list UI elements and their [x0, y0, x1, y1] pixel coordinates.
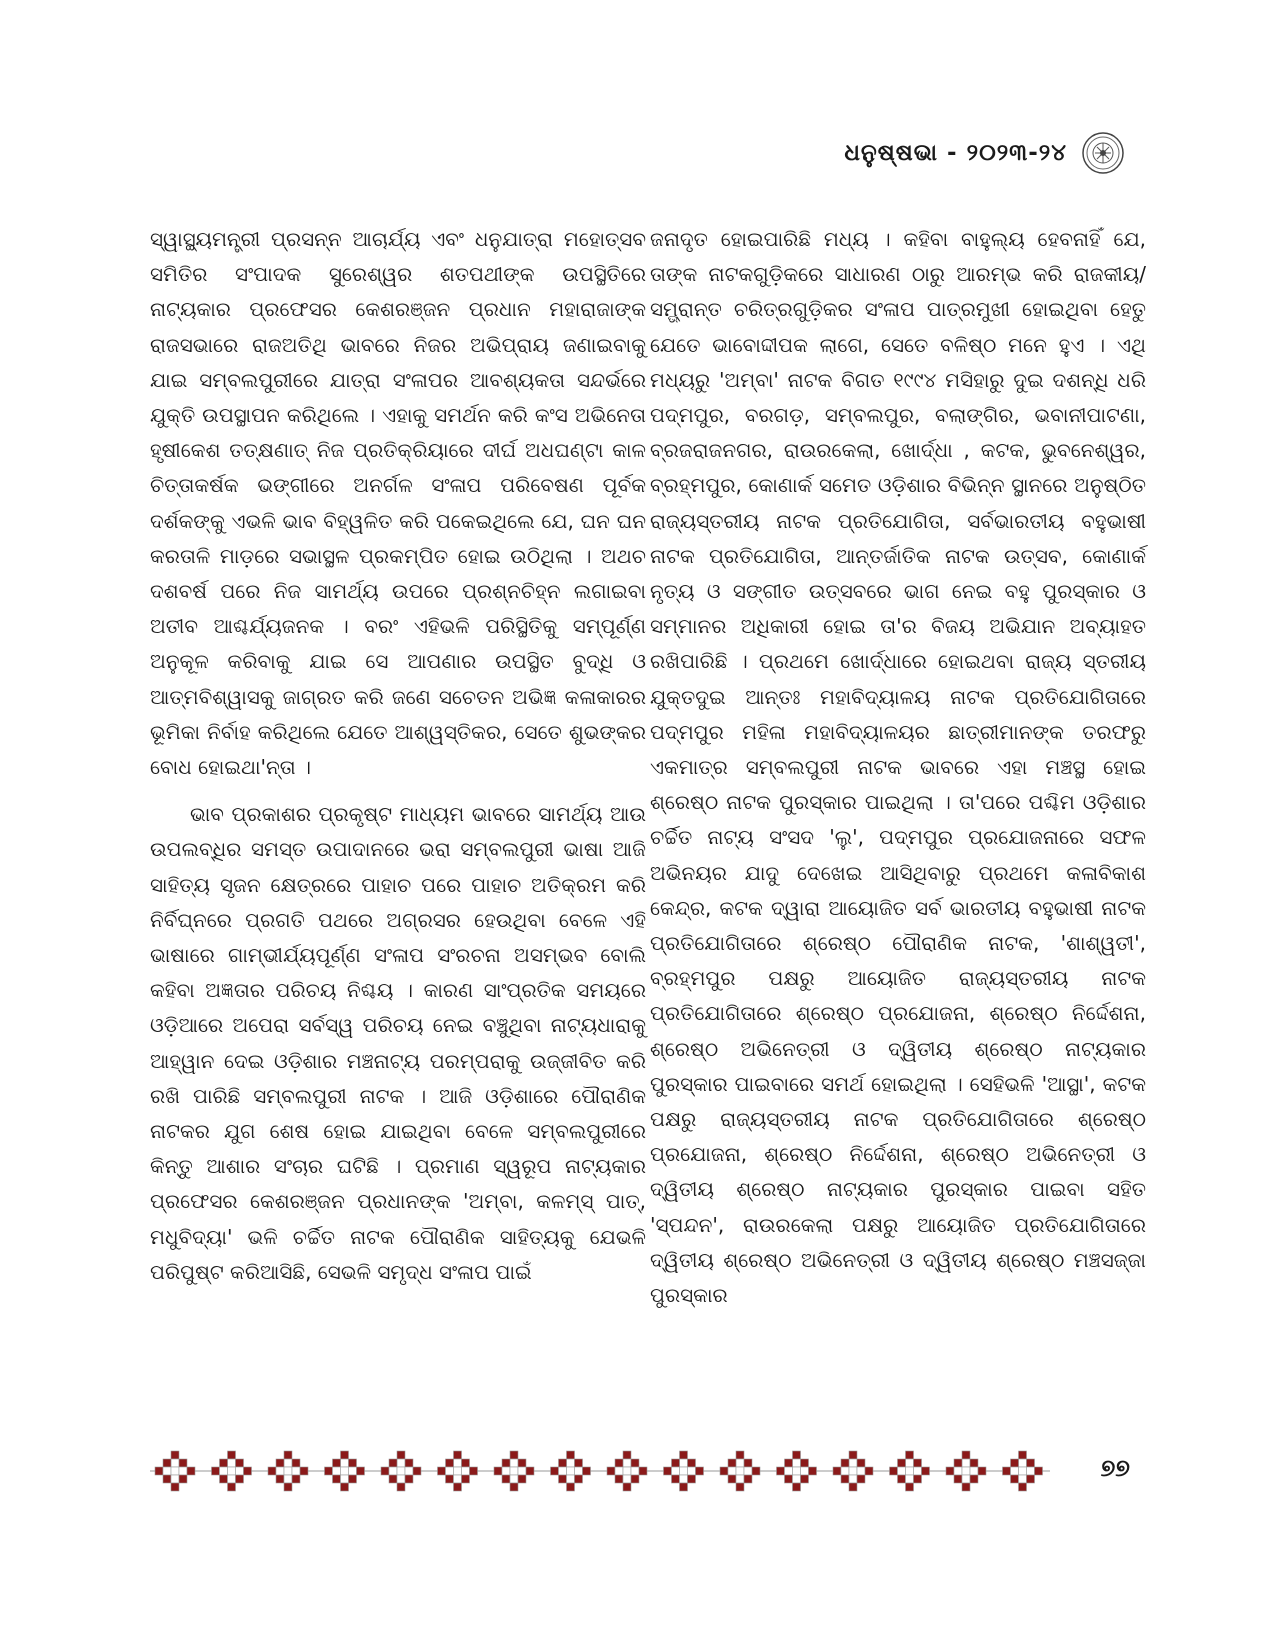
ornament-cross: [720, 1451, 760, 1491]
ornament-cross: [1003, 1451, 1043, 1491]
ornament-cross: [777, 1451, 817, 1491]
running-header: [844, 128, 1125, 178]
page-footer: [150, 1436, 1130, 1506]
right-column: [650, 222, 1146, 1462]
paragraph: ଜନାଦୃତ ହୋଇପାରିଛି ମଧ୍ୟ । କହିବା ବାହୁଲ୍ୟ ହେବନାହିଁ ଯେ, ତାଙ୍କ ନାଟକଗୁଡ଼ିକରେ ସାଧାରଣ ଠାରୁ ଆରମ୍ଭ କରି ରାଜକୀୟ/ସମ୍ଭ୍ରାନ୍ତ ଚରିତ୍ରଗୁଡ଼ିକର ସଂଳାପ ପାତ୍ରମୁଖୀ ହୋଇଥିବା ହେତୁ ଯେତେ ଭାବୋଦ୍ଦୀପକ ଲାଗେ, ସେତେ ବଳିଷ୍ଠ ମନେ ହୁଏ । ଏଥି ମଧ୍ୟରୁ 'ଅମ୍ବା' ନାଟକ ବିଗତ ୧୯୯୪ ମସିହାରୁ ଦୁଇ ଦଶନ୍ଧି ଧରି ପଦ୍ମପୁର, ବରଗଡ଼, ସମ୍ବଲପୁର, ବଲାଙ୍ଗିର, ଭବାନୀପାଟଣା, ବ୍ରଜରାଜନଗର, ରାଉରକେଲା, ଖୋର୍ଦ୍ଧା , କଟକ, ଭୁବନେଶ୍ୱର, ବ୍ରହ୍ମପୁର, କୋଣାର୍କ ସମେତ ଓଡ଼ିଶାର ବିଭିନ୍ନ ସ୍ଥାନରେ ଅନୁଷ୍ଠିତ ରାଜ୍ୟସ୍ତରୀୟ ନାଟକ ପ୍ରତିଯୋଗିତା, ସର୍ବଭାରତୀୟ ବହୁଭାଷୀ ନାଟକ ପ୍ରତିଯୋଗିତା, ଆନ୍ତର୍ଜାତିକ ନାଟକ ଉତ୍ସବ, କୋଣାର୍କ ନୃତ୍ୟ ଓ ସଙ୍ଗୀତ ଉତ୍ସବରେ ଭାଗ ନେଇ ବହୁ ପୁରସ୍କାର ଓ ସମ୍ମାନର ଅଧିକାରୀ ହୋଇ ତା'ର ବିଜୟ ଅଭିଯାନ ଅବ୍ୟାହତ ରଖିପାରିଛି । ପ୍ରଥମେ ଖୋର୍ଦ୍ଧାରେ ହୋଇଥବା ରାଜ୍ୟ ସ୍ତରୀୟ ଯୁକ୍ତଦୁଇ ଆନ୍ତଃ ମହାବିଦ୍ୟାଳୟ ନାଟକ ପ୍ରତିଯୋଗିତାରେ ପଦ୍ମପୁର ମହିଳା ମହାବିଦ୍ୟାଳୟର ଛାତ୍ରୀମାନଙ୍କ ତରଫରୁ ଏକମାତ୍ର ସମ୍ବଲପୁରୀ ନାଟକ ଭାବରେ ଏହା ମଞ୍ଚସ୍ଥ ହୋଇ ଶ୍ରେଷ୍ଠ ନାଟକ ପୁରସ୍କାର ପାଇଥିଲା । ତା'ପରେ ପଶ୍ଚିମ ଓଡ଼ିଶାର ଚର୍ଚ୍ଚିତ ନାଟ୍ୟ ସଂସଦ 'ଲୁ', ପଦ୍ମପୁର ପ୍ରଯୋଜନାରେ ସଫଳ ଅଭିନୟର ଯାଦୁ ଦେଖେଇ ଆସିଥିବାରୁ ପ୍ରଥମେ କଳାବିକାଶ କେନ୍ଦ୍ର, କଟକ ଦ୍ୱାରା ଆୟୋଜିତ ସର୍ବ ଭାରତୀୟ ବହୁଭାଷୀ ନାଟକ ପ୍ରତିଯୋଗିତାରେ ଶ୍ରେଷ୍ଠ ପୌରାଣିକ ନାଟକ, 'ଶାଶ୍ୱତୀ', ବ୍ରହ୍ମପୁର ପକ୍ଷରୁ ଆୟୋଜିତ ରାଜ୍ୟସ୍ତରୀୟ ନାଟକ ପ୍ରତିଯୋଗିତାରେ ଶ୍ରେଷ୍ଠ ପ୍ରଯୋଜନା, ଶ୍ରେଷ୍ଠ ନିର୍ଦ୍ଦେଶନା, ଶ୍ରେଷ୍ଠ ଅଭିନେତ୍ରୀ ଓ ଦ୍ୱିତୀୟ ଶ୍ରେଷ୍ଠ ନାଟ୍ୟକାର ପୁରସ୍କାର ପାଇବାରେ ସମର୍ଥ ହୋଇଥିଲା । ସେହିଭଳି 'ଆସ୍ଥା', କଟକ ପକ୍ଷରୁ ରାଜ୍ୟସ୍ତରୀୟ ନାଟକ ପ୍ରତିଯୋଗିତାରେ ଶ୍ରେଷ୍ଠ ପ୍ରଯୋଜନା, ଶ୍ରେଷ୍ଠ ନିର୍ଦ୍ଦେଶନା, ଶ୍ରେଷ୍ଠ ଅଭିନେତ୍ରୀ ଓ ଦ୍ୱିତୀୟ ଶ୍ରେଷ୍ଠ ନାଟ୍ୟକାର ପୁରସ୍କାର ପାଇବା ସହିତ 'ସ୍ପନ୍ଦନ', ରାଉରକେଲା ପକ୍ଷରୁ ଆୟୋଜିତ ପ୍ରତିଯୋଗିତାରେ ଦ୍ୱିତୀୟ ଶ୍ରେଷ୍ଠ ଅଭିନେତ୍ରୀ ଓ ଦ୍ୱିତୀୟ ଶ୍ରେଷ୍ଠ ମଞ୍ଚସଜ୍ଜା ପୁରସ୍କାର: [650, 227, 1146, 1308]
paragraph: ଭାବ ପ୍ରକାଶର ପ୍ରକୃଷ୍ଟ ମାଧ୍ୟମ ଭାବରେ ସାମର୍ଥ୍ୟ ଆଉ ଉପଲବ୍ଧିର ସମସ୍ତ ଉପାଦାନରେ ଭରା ସମ୍ବଲପୁରୀ ଭାଷା ଆଜି ସାହିତ୍ୟ ସୃଜନ କ୍ଷେତ୍ରରେ ପାହାଚ ପରେ ପାହାଚ ଅତିକ୍ରମ କରି ନିର୍ବିଘ୍ନରେ ପ୍ରଗତି ପଥରେ ଅଗ୍ରସର ହେଉଥିବା ବେଳେ ଏହି ଭାଷାରେ ଗାମ୍ଭୀର୍ଯ୍ୟପୂର୍ଣ୍ଣ ସଂଳାପ ସଂରଚନା ଅସମ୍ଭବ ବୋଲି କହିବା ଅଜ୍ଞତାର ପରିଚୟ ନିଶ୍ଚୟ । କାରଣ ସାଂପ୍ରତିକ ସମୟରେ ଓଡ଼ିଆରେ ଅପେରା ସର୍ବସ୍ୱ ପରିଚୟ ନେଇ ବଞ୍ଚୁଥିବା ନାଟ୍ୟଧାରାକୁ ଆହ୍ୱାନ ଦେଇ ଓଡ଼ିଶାର ମଞ୍ଚନାଟ୍ୟ ପରମ୍ପରାକୁ ଉଜ୍ଜୀବିତ କରି ରଖି ପାରିଛି ସମ୍ବଲପୁରୀ ନାଟକ । ଆଜି ଓଡ଼ିଶାରେ ପୌରାଣିକ ନାଟକର ଯୁଗ ଶେଷ ହୋଇ ଯାଇଥିବା ବେଳେ ସମ୍ବଲପୁରୀରେ କିନ୍ତୁ ଆଶାର ସଂଚାର ଘଟିଛି । ପ୍ରମାଣ ସ୍ୱରୂପ ନାଟ୍ୟକାର ପ୍ରଫେସର କେଶରଞ୍ଜନ ପ୍ରଧାନଙ୍କ 'ଅମ୍ବା, କଳମ୍‌ସ୍ ପାତ୍, ମଧୁବିଦ୍ୟା' ଭଳି ଚର୍ଚ୍ଚିତ ନାଟକ ପୌରାଣିକ ସାହିତ୍ୟକୁ ଯେଭଳି ପରିପୁଷ୍ଟ କରିଆସିଛି, ସେଭଳି ସମୃଦ୍ଧ ସଂଳାପ ପାଇଁ: [150, 802, 646, 1284]
ornament-cross: [833, 1451, 873, 1491]
ornament-cross: [607, 1451, 647, 1491]
ornament-cross: [381, 1451, 421, 1491]
ornament-cross: [268, 1451, 308, 1491]
paragraph: ସ୍ୱାସ୍ଥ୍ୟମନ୍ତ୍ରୀ ପ୍ରସନ୍ନ ଆଚାର୍ଯ୍ୟ ଏବଂ ଧନୁଯାତ୍ରା ମହୋତ୍ସବ ସମିତିର ସଂପାଦକ ସୁରେଶ୍ୱର ଶତପଥୀଙ୍କ ଉପସ୍ଥିତିରେ ନାଟ୍ୟକାର ପ୍ରଫେସର କେଶରଞ୍ଜନ ପ୍ରଧାନ ମହାରାଜାଙ୍କ ରାଜସଭାରେ ରାଜଅତିଥି ଭାବରେ ନିଜର ଅଭିପ୍ରାୟ ଜଣାଇବାକୁ ଯାଇ ସମ୍ବଲପୁରୀରେ ଯାତ୍ରା ସଂଳାପର ଆବଶ୍ୟକତା ସନ୍ଦର୍ଭରେ ଯୁକ୍ତି ଉପସ୍ଥାପନ କରିଥିଲେ । ଏହାକୁ ସମର୍ଥନ କରି କଂସ ଅଭିନେତା ହୃଷୀକେଶ ତତ୍‌କ୍ଷଣାତ୍ ନିଜ ପ୍ରତିକ୍ରିୟାରେ ଦୀର୍ଘ ଅଧଘଣ୍ଟା କାଳ ଚିତ୍ତାକର୍ଷକ ଭଙ୍ଗୀରେ ଅନର୍ଗଳ ସଂଳାପ ପରିବେଷଣ ପୂର୍ବକ ଦର୍ଶକଙ୍କୁ ଏଭଳି ଭାବ ବିହ୍ୱଳିତ କରି ପକେଇଥିଲେ ଯେ, ଘନ ଘନ କରତାଳି ମାଡ଼ରେ ସଭାସ୍ଥଳ ପ୍ରକମ୍ପିତ ହୋଇ ଉଠିଥିଲା । ଅଥଚ ଦଶବର୍ଷ ପରେ ନିଜ ସାମର୍ଥ୍ୟ ଉପରେ ପ୍ରଶ୍ନଚିହ୍ନ ଲଗାଇବା ଅତୀବ ଆଶ୍ଚର୍ଯ୍ୟଜନକ । ବରଂ ଏହିଭଳି ପରିସ୍ଥିତିକୁ ସମ୍ପୂର୍ଣ୍ଣ ଅନୁକୂଳ କରିବାକୁ ଯାଇ ସେ ଆପଣାର ଉପସ୍ଥିତ ବୁଦ୍ଧି ଓ ଆତ୍ମବିଶ୍ୱାସକୁ ଜାଗ୍ରତ କରି ଜଣେ ସଚେତନ ଅଭିଜ୍ଞ କଳାକାରର ଭୂମିକା ନିର୍ବାହ କରିଥିଲେ ଯେତେ ଆଶ୍ୱସ୍ତିକର, ସେତେ ଶୁଭଙ୍କର ବୋଧ ହୋଇଥା'ନ୍ତା ।: [150, 227, 646, 780]
ornament-cross: [946, 1451, 986, 1491]
left-column: [150, 222, 646, 1462]
journal-title: ଧନୁଷ୍ଷଭା - ୨୦୨୩-୨୪: [844, 140, 1067, 166]
ornament-cross: [155, 1451, 195, 1491]
ornament-cross: [212, 1451, 252, 1491]
ornamental-border: [150, 1436, 1050, 1506]
ornament-cross: [438, 1451, 478, 1491]
ornament-cross: [325, 1451, 365, 1491]
page-number: ୭୭: [1100, 1454, 1130, 1482]
emblem-seal-icon: [1081, 131, 1125, 175]
ornament-cross: [494, 1451, 534, 1491]
ornament-cross: [551, 1451, 591, 1491]
ornament-cross: [890, 1451, 930, 1491]
ornament-cross: [664, 1451, 704, 1491]
